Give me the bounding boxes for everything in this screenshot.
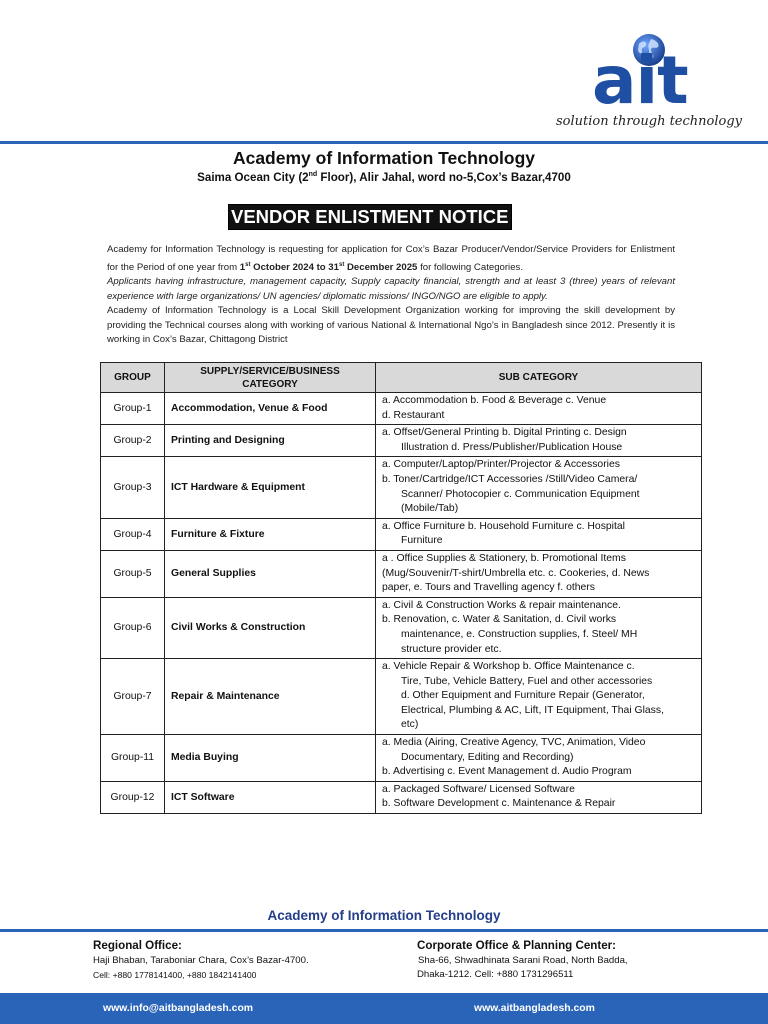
subcategory-cell: a. Vehicle Repair & Workshop b. Office Maintenance c. Tire, Tube, Vehicle Battery, Fuel and other accessories d. Other Equipment and Furniture Repair (Generator, Electrical, Plumbing & AC, Lift, IT Equipment, Thai Glass, etc) bbox=[376, 659, 702, 735]
header-subcategory: SUB CATEGORY bbox=[376, 363, 702, 393]
regional-office-heading: Regional Office: bbox=[93, 939, 182, 952]
subcategory-cell: a . Office Supplies & Stationery, b. Promotional Items (Mug/Souvenir/T-shirt/Umbrella etc. c. Cookeries, d. News paper, e. Tours and Travelling agency f. others bbox=[376, 550, 702, 597]
subcategory-cell: a. Offset/General Printing b. Digital Printing c. Design Illustration d. Press/Publisher/Publication House bbox=[376, 425, 702, 457]
header-category: SUPPLY/SERVICE/BUSINESS CATEGORY bbox=[165, 363, 376, 393]
table-row bbox=[101, 659, 702, 735]
category-cell: Media Buying bbox=[165, 735, 376, 782]
intro-paragraph-2: Applicants having infrastructure, management capacity, Supply capacity financial, strength and at least 3 (three) years of relevant experience with large organizations/ UN agencies/ diplomatic missions/ INGO/NGO are eligible to apply. bbox=[107, 276, 675, 302]
subcategory-cell: a. Computer/Laptop/Printer/Projector & Accessories b. Toner/Cartridge/ICT Accessories /Still/Video Camera/ Scanner/ Photocopier c. Communication Equipment (Mobile/Tab) bbox=[376, 457, 702, 518]
notice-title: VENDOR ENLISTMENT NOTICE bbox=[228, 204, 512, 230]
category-cell: Furniture & Fixture bbox=[165, 518, 376, 550]
corporate-office-address: Sha-66, Shwadhinata Sarani Road, North Badda, bbox=[418, 955, 628, 966]
table-row bbox=[101, 781, 702, 813]
corporate-office-heading: Corporate Office & Planning Center: bbox=[417, 939, 617, 952]
group-cell: Group-5 bbox=[101, 550, 165, 597]
regional-office bbox=[93, 938, 309, 982]
category-cell: Printing and Designing bbox=[165, 425, 376, 457]
corporate-office bbox=[417, 938, 628, 982]
intro-paragraph-3: Academy of Information Technology is a Local Skill Development Organization working for improving the skill development by providing the Technical courses along with working of various National & International Ngo’s in Bangladesh since 2012. Presently it is working in Cox’s Bazar, Chittagong District bbox=[107, 305, 675, 346]
header-group: GROUP bbox=[101, 363, 165, 393]
category-cell: Civil Works & Construction bbox=[165, 597, 376, 658]
intro-text bbox=[107, 243, 675, 348]
category-cell: Accommodation, Venue & Food bbox=[165, 393, 376, 425]
group-cell: Group-11 bbox=[101, 735, 165, 782]
subcategory-cell: a. Civil & Construction Works & repair maintenance. b. Renovation, c. Water & Sanitation, d. Civil works maintenance, e. Construction supplies, f. Steel/ MH structure provider etc. bbox=[376, 597, 702, 658]
category-cell: General Supplies bbox=[165, 550, 376, 597]
subcategory-cell: a. Media (Airing, Creative Agency, TVC, Animation, Video Documentary, Editing and Recording) b. Advertising c. Event Management d. Audio Program bbox=[376, 735, 702, 782]
footer-title: Academy of Information Technology bbox=[267, 908, 501, 923]
logo-wordmark: ait bbox=[592, 42, 688, 119]
email-link[interactable]: www.info@aitbangladesh.com bbox=[103, 1003, 254, 1014]
category-cell: ICT Hardware & Equipment bbox=[165, 457, 376, 518]
logo-tagline: solution through technology bbox=[556, 114, 742, 129]
table-row bbox=[101, 518, 702, 550]
category-cell: Repair & Maintenance bbox=[165, 659, 376, 735]
table-row bbox=[101, 457, 702, 518]
website-link[interactable]: www.aitbangladesh.com bbox=[474, 1003, 595, 1014]
category-table bbox=[100, 362, 702, 814]
group-cell: Group-4 bbox=[101, 518, 165, 550]
ait-logo bbox=[552, 30, 752, 136]
footer-divider bbox=[0, 929, 768, 932]
group-cell: Group-1 bbox=[101, 393, 165, 425]
header-divider bbox=[0, 141, 768, 144]
category-cell: ICT Software bbox=[165, 781, 376, 813]
group-cell: Group-12 bbox=[101, 781, 165, 813]
group-cell: Group-2 bbox=[101, 425, 165, 457]
corporate-office-phone: Dhaka-1212. Cell: +880 1731296511 bbox=[417, 969, 574, 980]
table-row bbox=[101, 425, 702, 457]
table-row bbox=[101, 393, 702, 425]
group-cell: Group-6 bbox=[101, 597, 165, 658]
intro-paragraph-1: Academy for Information Technology is requesting for application for Cox’s Bazar Producer/Vendor/Service Providers for Enlistment for the Period of one year from 1st October 2024 to 31st December 2025 for following Categories. bbox=[107, 244, 675, 273]
subcategory-cell: a. Office Furniture b. Household Furniture c. Hospital Furniture bbox=[376, 518, 702, 550]
regional-office-phone: Cell: +880 1778141400, +880 1842141400 bbox=[93, 970, 257, 980]
subcategory-cell: a. Packaged Software/ Licensed Software b. Software Development c. Maintenance & Repair bbox=[376, 781, 702, 813]
regional-office-address: Haji Bhaban, Taraboniar Chara, Cox’s Bazar-4700. bbox=[93, 955, 309, 966]
subcategory-cell: a. Accommodation b. Food & Beverage c. Venue d. Restaurant bbox=[376, 393, 702, 425]
organization-title: Academy of Information Technology bbox=[232, 148, 536, 168]
table-row bbox=[101, 597, 702, 658]
group-cell: Group-3 bbox=[101, 457, 165, 518]
table-row bbox=[101, 735, 702, 782]
organization-address: Saima Ocean City (2nd Floor), Alir Jahal, word no-5,Cox’s Bazar,4700 bbox=[197, 171, 571, 184]
table-row bbox=[101, 550, 702, 597]
group-cell: Group-7 bbox=[101, 659, 165, 735]
